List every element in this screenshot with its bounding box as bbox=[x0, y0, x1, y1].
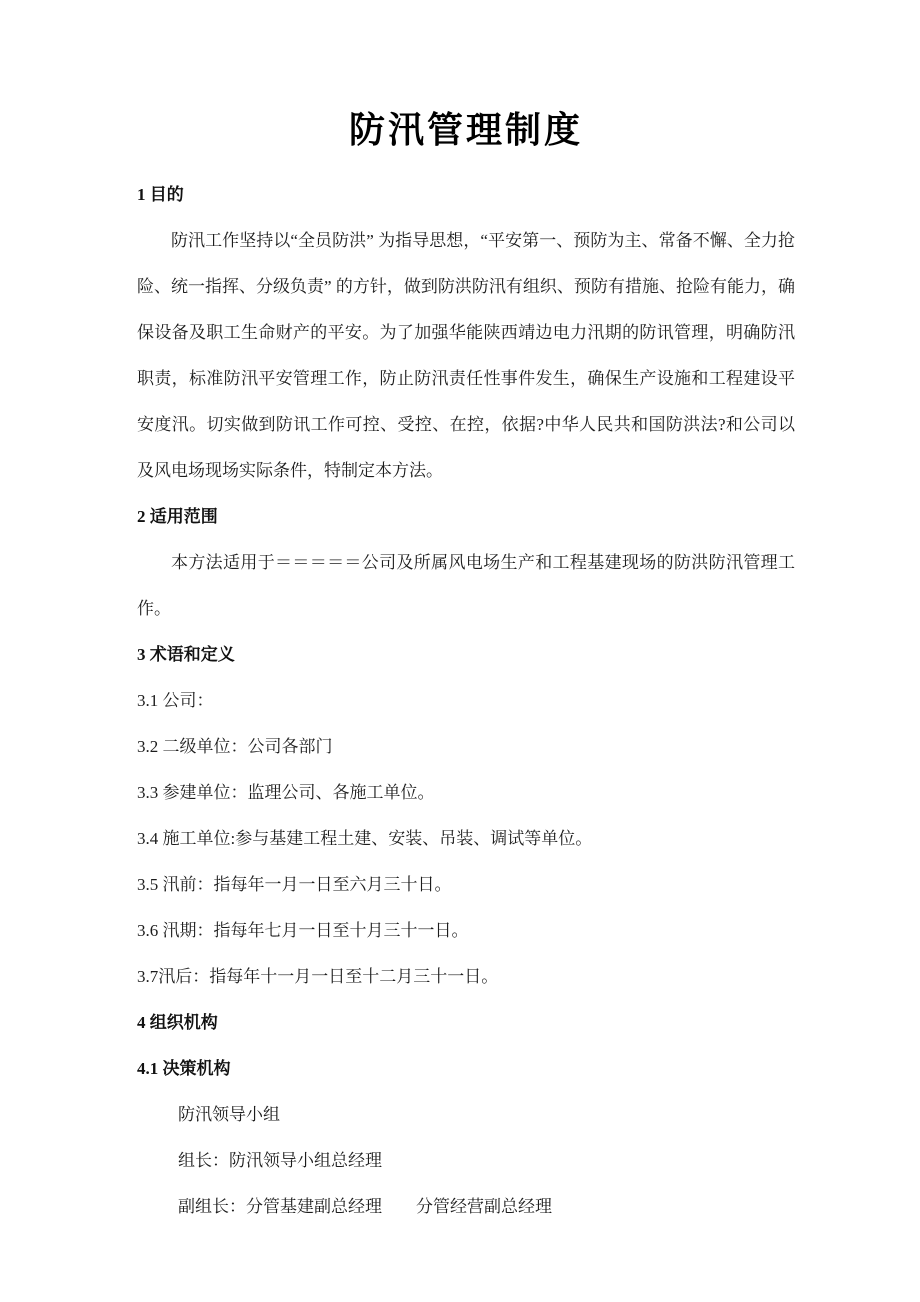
paragraph-purpose: 防汛工作坚持以“全员防洪” 为指导思想，“平安第一、预防为主、常备不懈、全力抢险、统一指挥、分级负责” 的方针，做到防洪防汛有组织、预防有措施、抢险有能力，确保设备及职工生命财产的平安。为了加强华能陕西靖边电力汛期的防讯管理，明确防汛职责，标准防汛平安管理工作，防止防汛责任性事件发生，确保生产设施和工程建设平安度汛。切实做到防讯工作可控、受控、在控，依据?中华人民共和国防洪法?和公司以及风电场现场实际条件，特制定本方法。 bbox=[137, 231, 795, 480]
term-3-7-post-flood-season: 3.7汛后：指每年十一月一日至十二月三十一日。 bbox=[137, 967, 499, 986]
document-title: 防汛管理制度 bbox=[348, 110, 583, 150]
term-3-3-participating-units: 3.3 参建单位：监理公司、各施工单位。 bbox=[137, 783, 435, 802]
section-heading-organization: 4 组织机构 bbox=[137, 1013, 218, 1032]
section-heading-purpose: 1 目的 bbox=[137, 185, 184, 204]
section-heading-terms: 3 术语和定义 bbox=[137, 645, 235, 664]
term-3-4-construction-units: 3.4 施工单位:参与基建工程土建、安装、吊装、调试等单位。 bbox=[137, 829, 593, 848]
subsection-heading-decision-body: 4.1 决策机构 bbox=[137, 1059, 231, 1078]
term-3-1-company: 3.1 公司： bbox=[137, 691, 214, 710]
paragraph-scope: 本方法适用于＝＝＝＝＝公司及所属风电场生产和工程基建现场的防洪防汛管理工作。 bbox=[137, 553, 795, 618]
term-3-5-pre-flood-season: 3.5 汛前：指每年一月一日至六月三十日。 bbox=[137, 875, 452, 894]
section-heading-scope: 2 适用范围 bbox=[137, 507, 218, 526]
term-3-6-flood-season: 3.6 汛期：指每年七月一日至十月三十一日。 bbox=[137, 921, 469, 940]
line-group-leader: 组长：防汛领导小组总经理 bbox=[178, 1151, 382, 1170]
line-deputy-group-leaders: 副组长：分管基建副总经理 分管经营副总经理 bbox=[178, 1197, 552, 1216]
line-flood-leading-group: 防汛领导小组 bbox=[178, 1105, 280, 1124]
term-3-2-secondary-units: 3.2 二级单位：公司各部门 bbox=[137, 737, 333, 756]
